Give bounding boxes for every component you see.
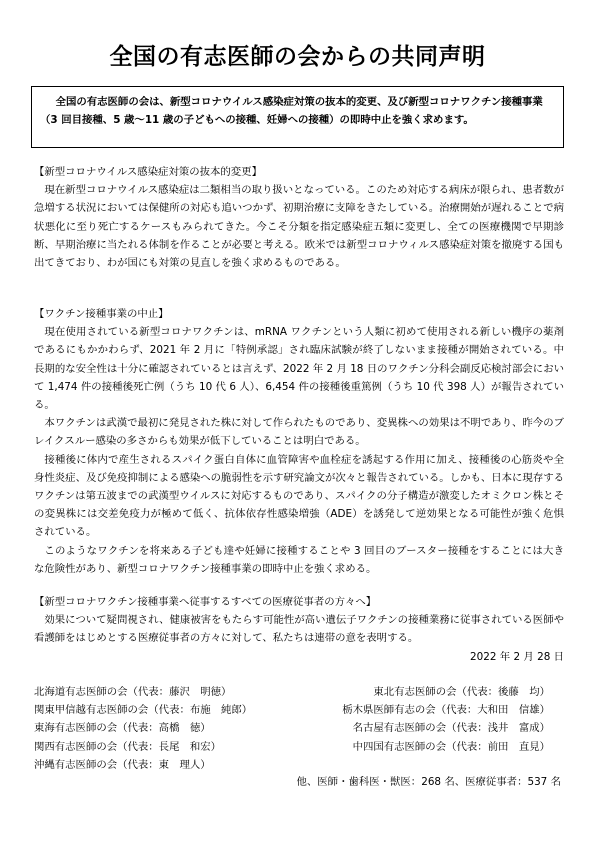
signatory: 名古屋有志医師の会（代表：浅井 富成） bbox=[352, 722, 550, 735]
signatory: 沖縄有志医師の会（代表：東 理人） bbox=[34, 758, 211, 771]
section-paragraph: 効果について疑問視され、健康被害をもたらす可能性が高い遺伝子ワクチンの接種業務に従事されている医師や看護師をはじめとする医療従事者の方々に対して、私たちは連帯の意を表明する。 bbox=[34, 614, 564, 645]
signatory-row bbox=[34, 756, 564, 774]
section-heading: 【新型コロナウイルス感染症対策の抜本的変更】 bbox=[34, 166, 262, 178]
section-paragraph: 接種後に体内で産生されるスパイク蛋白自体に血管障害や血栓症を誘起する作用に加え、接種後の心筋炎や全身性炎症、及び免疫抑制による感染への脆弱性を示す研究論文が次々と報告されている。しかも、日本に現存するワクチンは第五波までの武漢型ウイルスに対応するものであり、スパイクの分子構造が激変したオミクロン株とその変異株には交差免疫力が極めて低く、抗体依存性感染増強（ADE）を誘発して逆効果となる可能性が強く危惧されている。 bbox=[34, 453, 564, 539]
section-paragraph: 現在新型コロナウイルス感染症は二類相当の取り扱いとなっている。このため対応する病床が限られ、患者数が急増する状況においては保健所の対応も追いつかず、初期治療に支障をきたしている。治療開始が遅れることで病状悪化に至り死亡するケースもみられてきた。今こそ分類を指定感染症五類に変更し、全ての医療機関で早期診断、早期治療に当たれる体制を作ることが必要と考える。欧米では新型コロナウィルス感染症対策を撤廃する国も出てきており、わが国にも対策の見直しを強く求めるものである。 bbox=[34, 184, 564, 270]
signatory bbox=[550, 756, 564, 774]
section-vaccine-halt bbox=[34, 305, 564, 578]
signatory: 東海有志医師の会（代表：高橋 徳） bbox=[34, 722, 211, 735]
section-paragraph: 現在使用されている新型コロナワクチンは、mRNA ワクチンという人類に初めて使用される新しい機序の薬剤であるにもかかわらず、2021 年 2 月に「特例承認」され臨床試験が終了しないまま接種が開始されている。中長期的な安全性は十分に確認されているとは言えず、2022 年 2 月 18 日のワクチン分科会副反応検討部会において 1,474 件の接種後死亡例（うち 10 代 6 人）、6,454 件の接種後重篤例（うち 10 代 398 人）が報告されている。 bbox=[34, 326, 564, 412]
section-heading: 【新型コロナワクチン接種事業へ従事するすべての医療従事者の方々へ】 bbox=[34, 596, 377, 608]
signatory: 関東甲信越有志医師の会（代表：布施 純郎） bbox=[34, 704, 253, 717]
section-heading: 【ワクチン接種事業の中止】 bbox=[34, 308, 169, 320]
document-title: 全国の有志医師の会からの共同声明 bbox=[109, 44, 486, 70]
signatory-row bbox=[34, 719, 564, 737]
signatory: 東北有志医師の会（代表：後藤 均） bbox=[373, 686, 550, 698]
summary-box: 全国の有志医師の会は、新型コロナウイルス感染症対策の抜本的変更、及び新型コロナワクチン接種事業（3 回目接種、5 歳〜11 歳の子どもへの接種、妊婦への接種）の即時中止を強く求めます。 bbox=[31, 86, 564, 148]
section-paragraph: このようなワクチンを将来ある子ども達や妊婦に接種することや 3 回目のブースター接種をすることには大きな危険性があり、新型コロナワクチン接種事業の即時中止を強く求める。 bbox=[34, 544, 564, 575]
signatory: 中四国有志医師の会（代表：前田 直見） bbox=[352, 740, 550, 753]
other-signatories-count: 他、医師・歯科医・獣医：268 名、医療従事者：537 名 bbox=[296, 776, 561, 788]
signatory: 北海道有志医師の会（代表：藤沢 明徳） bbox=[34, 686, 232, 698]
signatory: 栃木県医師有志の会（代表：大和田 信雄） bbox=[342, 704, 550, 717]
signatories-list bbox=[34, 683, 564, 774]
signatory-row bbox=[34, 683, 564, 701]
section-paragraph: 本ワクチンは武漢で最初に発見された株に対して作られたものであり、変異株への効果は不明であり、昨今のブレイクスルー感染の多さからも効果が低下していることは明白である。 bbox=[34, 417, 564, 448]
section-healthcare-workers bbox=[34, 593, 564, 666]
signatory-row bbox=[34, 738, 564, 756]
signatory: 関西有志医師の会（代表：長尾 和宏） bbox=[34, 740, 222, 753]
signatory-row bbox=[34, 701, 564, 719]
statement-date: 2022 年 2 月 28 日 bbox=[470, 650, 564, 663]
section-policy-change bbox=[34, 163, 564, 272]
